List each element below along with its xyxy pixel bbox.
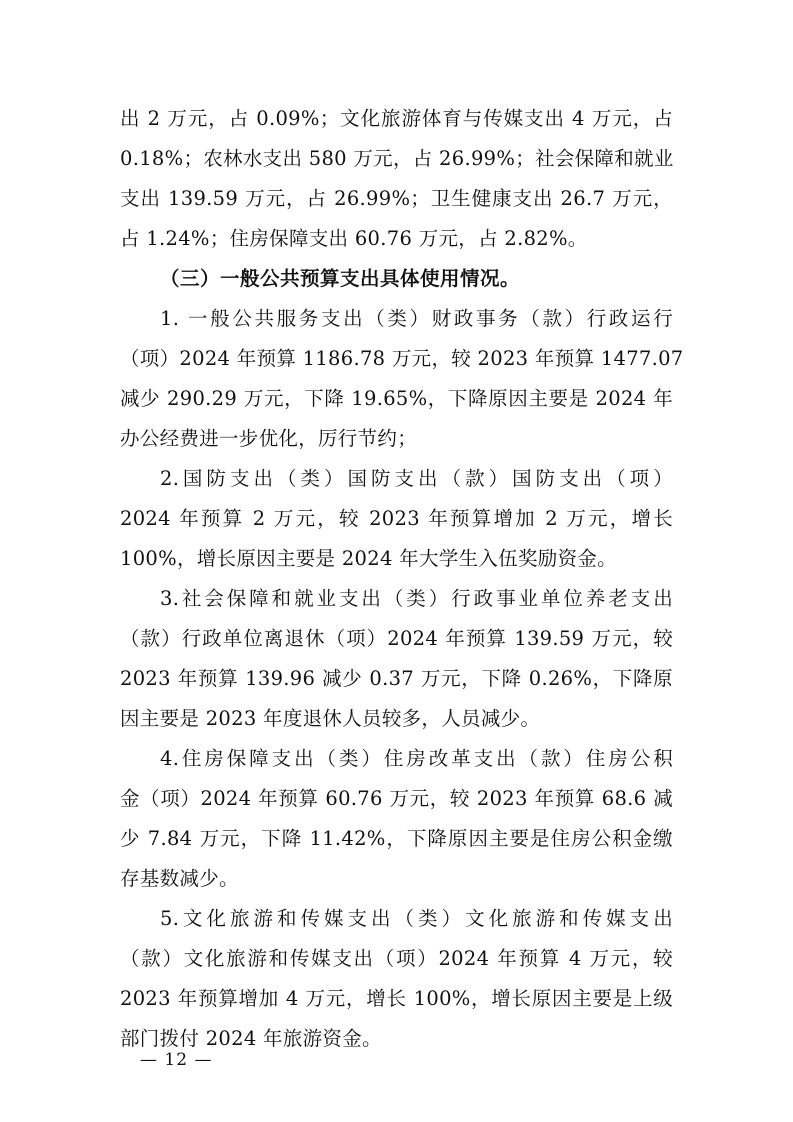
- body-text-line: （款）行政单位离退休（项）2024 年预算 139.59 万元，较: [120, 627, 673, 650]
- body-text-line: 3.社会保障和就业支出（类）行政事业单位养老支出: [160, 587, 673, 610]
- body-text-line: 因主要是 2023 年度退休人员较多，人员减少。: [120, 707, 541, 730]
- body-text-line: 2023 年预算增加 4 万元，增长 100%，增长原因主要是上级: [120, 987, 673, 1010]
- body-text-line: 少 7.84 万元，下降 11.42%，下降原因主要是住房公积金缴: [120, 827, 673, 850]
- body-text-line: 5.文化旅游和传媒支出（类）文化旅游和传媒支出: [160, 907, 673, 930]
- body-text-line: 2023 年预算 139.96 减少 0.37 万元，下降 0.26%，下降原: [120, 667, 673, 690]
- body-text-line: （项）2024 年预算 1186.78 万元，较 2023 年预算 1477.07: [120, 347, 684, 370]
- body-text-line: （款）文化旅游和传媒支出（项）2024 年预算 4 万元，较: [120, 947, 673, 970]
- body-text-line: 存基数减少。: [120, 867, 239, 890]
- body-text-line: 100%，增长原因主要是 2024 年大学生入伍奖励资金。: [120, 547, 617, 570]
- body-text-line: 减少 290.29 万元，下降 19.65%，下降原因主要是 2024 年: [120, 387, 673, 410]
- body-text-line: 2.国防支出（类）国防支出（款）国防支出（项）: [160, 467, 673, 490]
- body-text-line: 2024 年预算 2 万元，较 2023 年预算增加 2 万元，增长: [120, 507, 673, 530]
- page-number: — 12 —: [140, 1050, 213, 1070]
- body-text-line: 部门拨付 2024 年旅游资金。: [120, 1027, 382, 1050]
- body-text-line: 4.住房保障支出（类）住房改革支出（款）住房公积: [160, 747, 673, 770]
- body-text-line: 1. 一般公共服务支出（类）财政事务（款）行政运行: [160, 307, 673, 330]
- section-heading: （三）一般公共预算支出具体使用情况。: [160, 267, 521, 290]
- body-text-line: 支出 139.59 万元，占 26.99%；卫生健康支出 26.7 万元，: [120, 187, 673, 210]
- body-text-line: 占 1.24%；住房保障支出 60.76 万元，占 2.82%。: [120, 227, 588, 250]
- body-text-line: 0.18%；农林水支出 580 万元，占 26.99%；社会保障和就业: [120, 147, 674, 170]
- body-text-line: 出 2 万元，占 0.09%；文化旅游体育与传媒支出 4 万元，占: [120, 107, 673, 130]
- body-text-line: 金（项）2024 年预算 60.76 万元，较 2023 年预算 68.6 减: [120, 787, 673, 810]
- body-text-line: 办公经费进一步优化，厉行节约；: [120, 427, 418, 450]
